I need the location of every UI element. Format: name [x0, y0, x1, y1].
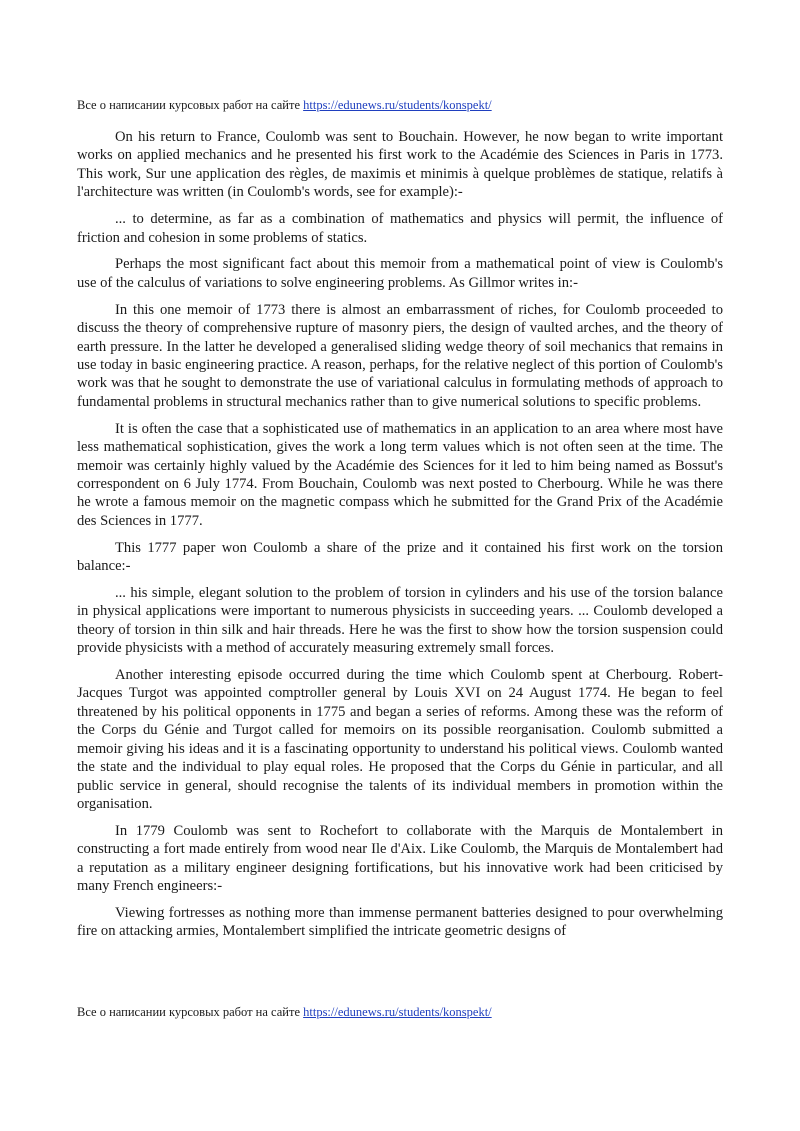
paragraph-2: ... to determine, as far as a combination of mathematics and physics will permit, the influence of friction and cohesion in some problems of statics.	[77, 211, 723, 246]
paragraph-3: Perhaps the most significant fact about this memoir from a mathematical point of view is Coulomb's use of the calculus of variations to solve engineering problems. As Gillmor writes in:-	[77, 256, 723, 291]
page-header	[77, 97, 737, 113]
document-body	[77, 128, 723, 949]
paragraph-4: In this one memoir of 1773 there is almost an embarrassment of riches, for Coulomb proceeded to discuss the theory of comprehensive rupture of masonry piers, the design of vaulted arches, and the theory of earth pressure. In the latter he developed a generalised sliding wedge theory of soil mechanics that remains in use today in basic engineering practice. A reason, perhaps, for the relative neglect of this portion of Coulomb's work was that he sought to demonstrate the use of variational calculus in formulating methods of approach to fundamental problems in structural mechanics rather than to give numerical solutions to specific problems.	[77, 301, 723, 410]
paragraph-6: This 1777 paper won Coulomb a share of the prize and it contained his first work on the torsion balance:-	[77, 539, 723, 575]
paragraph-5: It is often the case that a sophisticated use of mathematics in an application to an area where most have less mathematical sophistication, gives the work a long term values which is not often seen at the time. The memoir was certainly highly valued by the Académie des Sciences for it led to him being named as Bossut's correspondent on 6 July 1774. From Bouchain, Coulomb was next posted to Cherbourg. While he was there he wrote a famous memoir on the magnetic compass which he submitted for the Grand Prix of the Académie des Sciences in 1777.	[77, 420, 723, 529]
page-footer	[77, 1004, 737, 1020]
paragraph-7: ... his simple, elegant solution to the problem of torsion in cylinders and his use of the torsion balance in physical applications were important to numerous physicists in succeeding years. ... Coulomb developed a theory of torsion in thin silk and hair threads. Here he was the first to show how the torsion suspension could provide physicists with a method of accurately measuring extremely small forces.	[77, 584, 723, 657]
footer-link[interactable]: https://edunews.ru/students/konspekt/	[303, 1005, 492, 1019]
paragraph-9: In 1779 Coulomb was sent to Rochefort to collaborate with the Marquis de Montalembert in constructing a fort made entirely from wood near Ile d'Aix. Like Coulomb, the Marquis de Montalembert had a reputation as a military engineer designing fortifications, but his innovative work had been criticised by many French engineers:-	[77, 822, 723, 895]
paragraph-8: Another interesting episode occurred during the time which Coulomb spent at Cherbourg. Robert-Jacques Turgot was appointed comptroller general by Louis XVI on 24 August 1774. He began to feel threatened by his political opponents in 1775 and began a series of reforms. Among these was the reform of the Corps du Génie and Turgot called for memoirs on its possible reorganisation. Coulomb submitted a memoir giving his ideas and it is a fascinating opportunity to understand his political views. Coulomb wanted the state and the individual to play equal roles. He proposed that the Corps du Génie in particular, and all public service in general, should recognise the talents of its individual members in promotion within the organisation.	[77, 667, 723, 812]
paragraph-1: On his return to France, Coulomb was sent to Bouchain. However, he now began to write important works on applied mechanics and he presented his first work to the Académie des Sciences in Paris in 1773. This work, Sur une application des règles, de maximis et minimis à quelque problèmes de statique, relatifs à l'architecture was written (in Coulomb's words, see for example):-	[77, 129, 723, 201]
header-link[interactable]: https://edunews.ru/students/konspekt/	[303, 98, 492, 112]
paragraph-10: Viewing fortresses as nothing more than immense permanent batteries designed to pour overwhelming fire on attacking armies, Montalembert simplified the intricate geometric designs of	[77, 904, 723, 940]
footer-text: Все о написании курсовых работ на сайте	[77, 1005, 304, 1019]
header-text: Все о написании курсовых работ на сайте	[77, 98, 304, 112]
